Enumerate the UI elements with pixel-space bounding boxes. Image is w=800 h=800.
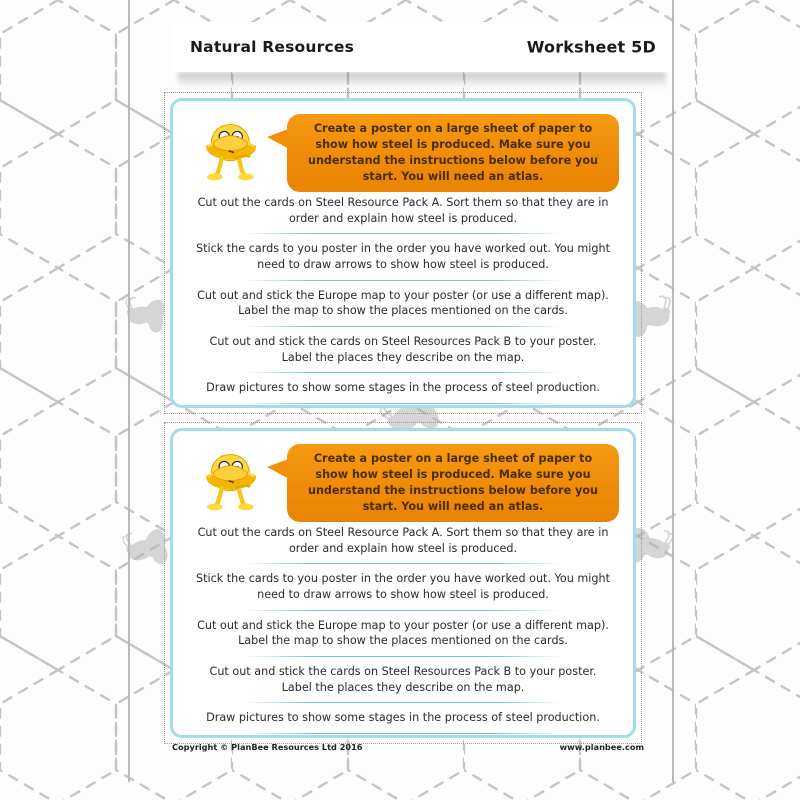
instruction-list: [173, 186, 633, 408]
instruction-item: [189, 404, 617, 408]
worksheet-header: [172, 22, 672, 72]
mascot-bubble-row: [183, 110, 623, 184]
instruction-item: Cut out the cards on Steel Resource Pack A. Sort them so that they are in order and explain how steel is produced.: [197, 196, 609, 225]
instruction-item: Draw pictures to show some stages in the process of steel production.: [206, 711, 600, 725]
page-footer: [172, 740, 644, 754]
worksheet-number-label: Worksheet 5D: [526, 37, 656, 57]
worksheet-page: [128, 0, 674, 782]
speech-bubble: [287, 114, 619, 192]
mascot-bubble-row: [183, 440, 623, 514]
header-shadow: [178, 72, 666, 88]
website-link[interactable]: www.planbee.com: [559, 742, 644, 752]
worksheet-card: [170, 428, 636, 738]
instruction-item: [189, 734, 617, 738]
instruction-item: Stick the cards to you poster in the order you have worked out. You might need to draw arrows to show how steel is produced.: [196, 242, 610, 272]
copyright-text: Copyright © PlanBee Resources Ltd 2016: [172, 742, 363, 752]
instruction-item: Cut out and stick the Europe map to your poster (or use a different map). Label the map to show the places mentioned on the cards.: [197, 288, 609, 318]
speech-bubble: [287, 444, 619, 522]
worksheet-card: [170, 98, 636, 408]
instruction-item: Cut out and stick the Europe map to your poster (or use a different map). Label the map to show the places mentioned on the cards.: [197, 618, 609, 648]
speech-bubble-text: Create a poster on a large sheet of paper to show how steel is produced. Make sure you understand the instructions below before you start. You will need an atlas.: [307, 122, 598, 183]
instruction-list: [173, 516, 633, 738]
instruction-item: Draw pictures to show some stages in the process of steel production.: [206, 381, 600, 395]
instruction-item: Cut out and stick the cards on Steel Resources Pack B to your poster. Label the places they describe on the map.: [209, 335, 597, 364]
instruction-item: Stick the cards to you poster in the order you have worked out. You might need to draw arrows to show how steel is produced.: [196, 572, 610, 602]
speech-bubble-text: Create a poster on a large sheet of paper to show how steel is produced. Make sure you understand the instructions below before you start. You will need an atlas.: [307, 452, 598, 513]
instruction-item: Cut out the cards on Steel Resource Pack A. Sort them so that they are in order and explain how steel is produced.: [197, 526, 609, 555]
instruction-item: Cut out and stick the cards on Steel Resources Pack B to your poster. Label the places they describe on the map.: [209, 665, 597, 694]
bee-with-hardhat-icon: [189, 108, 275, 184]
page-title: Natural Resources: [190, 38, 355, 56]
bee-with-hardhat-icon: [189, 438, 275, 514]
